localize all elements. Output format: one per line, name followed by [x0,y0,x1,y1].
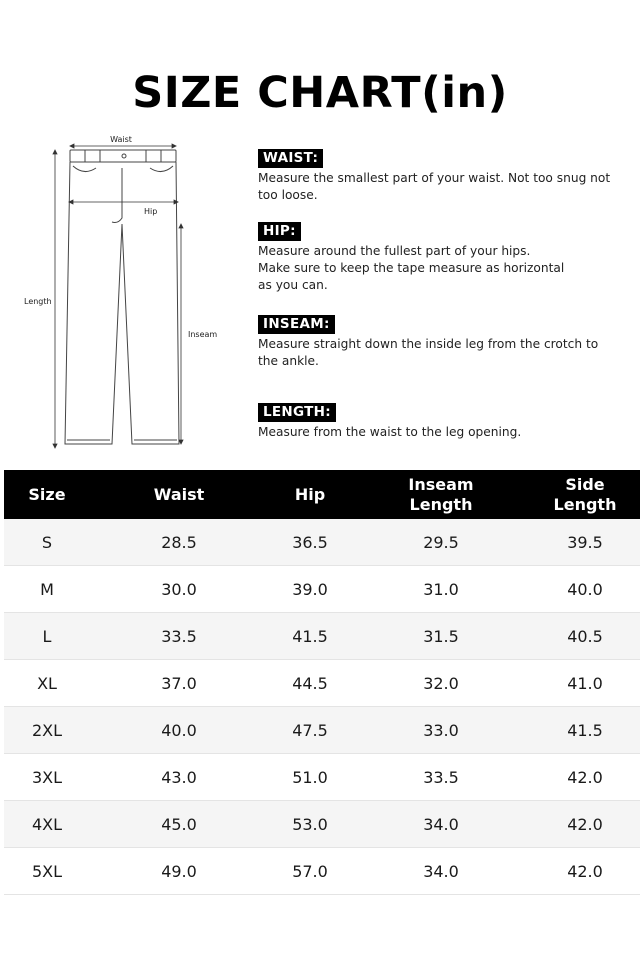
hip-cell: 36.5 [268,519,352,566]
inseam-tag: INSEAM: [258,315,335,334]
table-row [4,613,640,660]
size-cell: M [4,566,90,613]
waist-cell: 30.0 [90,566,268,613]
side-length-cell: 40.0 [530,566,640,613]
length-arrow [53,150,57,448]
hip-cell: 53.0 [268,801,352,848]
size-cell: 3XL [4,754,90,801]
size-cell: L [4,613,90,660]
length-tag: LENGTH: [258,403,336,422]
table-row [4,660,640,707]
length-label: Length [24,297,52,306]
page-title: SIZE CHART(in) [132,68,508,118]
table-row [4,566,640,613]
header-hip: Hip [268,470,352,519]
table-row [4,801,640,848]
inseam-cell: 31.0 [352,566,530,613]
length-text: Measure from the waist to the leg opening. [258,425,522,439]
inseam-cell: 29.5 [352,519,530,566]
hip-cell: 41.5 [268,613,352,660]
hip-arrow [69,200,178,204]
side-length-cell: 41.0 [530,660,640,707]
table-row [4,707,640,754]
inseam-cell: 33.0 [352,707,530,754]
table-header-row [4,470,640,519]
inseam-cell: 33.5 [352,754,530,801]
waist-label: Waist [110,135,132,144]
hip-cell: 51.0 [268,754,352,801]
waist-arrow [70,144,176,148]
size-cell: XL [4,660,90,707]
waist-cell: 45.0 [90,801,268,848]
hip-text: Measure around the fullest part of your hips. Make sure to keep the tape measure as horizontal as you can. [258,244,565,292]
inseam-text: Measure straight down the inside leg from the crotch to the ankle. [258,337,599,368]
header-size: Size [4,470,90,519]
header-side-length: Side Length [530,470,640,519]
waist-description [258,147,636,204]
header-inseam-length: Inseam Length [352,470,530,519]
hip-cell: 57.0 [268,848,352,895]
size-cell: 5XL [4,848,90,895]
table-row [4,848,640,895]
inseam-label: Inseam [188,330,218,339]
inseam-cell: 31.5 [352,613,530,660]
waist-cell: 43.0 [90,754,268,801]
inseam-arrow [179,224,183,444]
table-row [4,519,640,566]
side-length-cell: 40.5 [530,613,640,660]
waist-cell: 37.0 [90,660,268,707]
length-description [258,401,636,441]
side-length-cell: 42.0 [530,801,640,848]
pants-outline [65,150,179,444]
waist-text: Measure the smallest part of your waist. Not too snug not too loose. [258,171,611,202]
size-cell: 4XL [4,801,90,848]
waist-cell: 28.5 [90,519,268,566]
size-cell: S [4,519,90,566]
table-row [4,754,640,801]
inseam-cell: 34.0 [352,848,530,895]
hip-label: Hip [144,207,158,216]
side-length-cell: 39.5 [530,519,640,566]
waist-tag: WAIST: [258,149,323,168]
waist-cell: 33.5 [90,613,268,660]
hip-cell: 44.5 [268,660,352,707]
inseam-description [258,313,636,370]
waist-cell: 40.0 [90,707,268,754]
side-length-cell: 41.5 [530,707,640,754]
hip-tag: HIP: [258,222,301,241]
side-length-cell: 42.0 [530,848,640,895]
side-length-cell: 42.0 [530,754,640,801]
waist-cell: 49.0 [90,848,268,895]
inseam-cell: 34.0 [352,801,530,848]
inseam-cell: 32.0 [352,660,530,707]
header-waist: Waist [90,470,268,519]
size-cell: 2XL [4,707,90,754]
hip-cell: 47.5 [268,707,352,754]
hip-description [258,220,636,294]
hip-cell: 39.0 [268,566,352,613]
size-table [4,470,640,895]
pants-diagram [0,128,240,458]
